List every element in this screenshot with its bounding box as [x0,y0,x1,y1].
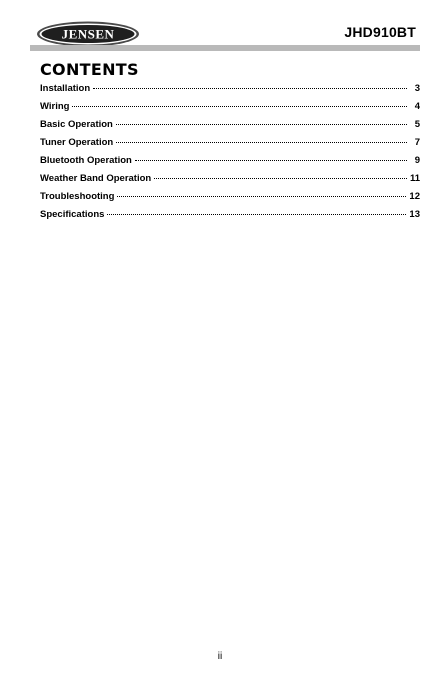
toc-entry-troubleshooting[interactable] [40,191,420,209]
toc-entry-label: Wiring [40,101,70,112]
toc-entry-label: Installation [40,83,91,94]
toc-entry-label: Bluetooth Operation [40,155,132,166]
page-title: CONTENTS [40,60,139,79]
dot-leader [107,214,406,215]
toc-entry-label: Weather Band Operation [40,173,152,184]
svg-text:JENSEN: JENSEN [61,26,115,42]
dot-leader [116,124,407,125]
toc-entry-page: 3 [414,83,420,94]
jensen-logo [36,21,140,47]
toc-entry-specifications[interactable] [40,209,420,227]
toc-entry-page: 5 [414,119,420,130]
dot-leader [72,106,407,107]
toc-entry-basic-operation[interactable] [40,119,420,137]
toc-entry-label: Tuner Operation [40,137,114,148]
header-rule [30,45,420,51]
toc-entry-bluetooth-operation[interactable] [40,155,420,173]
page-header [30,18,420,48]
dot-leader [117,196,406,197]
toc-entry-weather-band-operation[interactable] [40,173,420,191]
page-number: ii [217,651,223,662]
toc-entry-page: 9 [414,155,420,166]
model-number: JHD910BT [344,24,416,40]
dot-leader [154,178,407,179]
dot-leader [135,160,407,161]
toc-entry-page: 13 [409,209,420,220]
toc-entry-page: 12 [409,191,420,202]
toc-entry-installation[interactable] [40,83,420,101]
toc-entry-label: Troubleshooting [40,191,115,202]
toc-entry-page: 7 [414,137,420,148]
toc-entry-page: 11 [409,173,420,184]
toc-entry-label: Basic Operation [40,119,113,130]
toc-entry-label: Specifications [40,209,105,220]
toc-entry-tuner-operation[interactable] [40,137,420,155]
toc-entry-wiring[interactable] [40,101,420,119]
table-of-contents [40,83,420,227]
dot-leader [93,88,407,89]
toc-entry-page: 4 [414,101,420,112]
dot-leader [116,142,407,143]
